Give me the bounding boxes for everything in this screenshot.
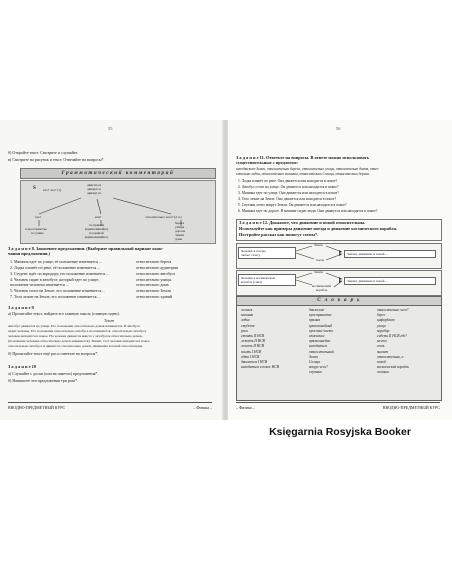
- sentence: 7. Тело лежит на Земле, его положение изменяется ...: [10, 294, 101, 299]
- dict-word: движение: [309, 308, 325, 312]
- scheme2-result: Значит, движение и покой ...: [344, 277, 436, 285]
- dict-word: относительны, а: [377, 354, 404, 359]
- ending: относительно улицы: [136, 277, 172, 282]
- question: 5. Спутник летит вокруг Земли. Он движется или находится в покое?: [238, 203, 347, 207]
- dict-word: простые часто: [309, 328, 334, 333]
- grammar-comment-banner: Грамматический комментарий: [20, 168, 216, 179]
- task10-a: а) Слушайте с доски (или на пакетах) предложения*.: [8, 371, 99, 376]
- dictionary-col-1: [241, 308, 279, 370]
- scheme1-earth: Земля: [314, 243, 323, 247]
- diagram-how-answer: по прямой: [89, 223, 105, 227]
- dict-word: космический корабль: [377, 365, 409, 370]
- dict-word: улица: [377, 323, 386, 328]
- dict-word: сеть: [377, 344, 385, 349]
- dict-word: двигаться I НСВ: [241, 360, 268, 365]
- text-line: сидит человек. Его положение относительно автобуса не изменяется, относительно автобуса: [8, 329, 147, 333]
- task12-text: Используйте как примеры движение поезда и движение космического корабля.: [239, 226, 397, 231]
- task11-hint: сительно лодки, относительно машины, относительно Солнца, относительно дерева.: [236, 172, 370, 176]
- ending: относительно аудитории: [136, 265, 178, 270]
- footer-course: ВВОДНО-ПРЕДМЕТНЫЙ КУРС: [382, 405, 440, 410]
- scheme1-train: поезд: [316, 258, 325, 262]
- sentence: 1. Машина едет по улице, её положение изменяется ...: [10, 259, 102, 264]
- diagram-how-answer: (прямолинейно): [85, 227, 109, 231]
- diagram-how-answer: (криволинейно): [85, 235, 108, 239]
- right-footer: [236, 402, 440, 413]
- sentence: 2. Лодка плывёт по реке, её положение изменяется ...: [10, 265, 101, 270]
- task9-a: а) Прочитайте текст, найдите его главную мысль (главную идею).: [8, 311, 120, 316]
- task-b: б) Откройте текст. Смотрите и слушайте.: [8, 150, 79, 155]
- dict-word: прямая: [309, 318, 320, 323]
- left-page: [0, 120, 224, 420]
- diagram-q1: кто? что? (1): [43, 188, 62, 192]
- dict-word: Земля: [309, 354, 318, 359]
- page-number: 55: [108, 126, 113, 131]
- diagram-rel-answer: Земли: [175, 233, 184, 237]
- question: 3. Машина едет по улице. Она движется или находится в покое?: [238, 191, 339, 195]
- scheme1-person-line: Человек в поезде: [241, 249, 266, 253]
- sentence: 4. Человек сидит в автобусе, который едет по улице;: [10, 277, 100, 282]
- task11-title: существительные с предлогом:: [236, 160, 298, 165]
- diagram-subject: S: [33, 186, 36, 191]
- ending: относительно берега: [136, 259, 172, 264]
- dict-word: место: [377, 339, 387, 344]
- shop-watermark: Księgarnia Rosyjska Booker: [269, 426, 411, 438]
- dict-word: огоньки: [377, 370, 389, 375]
- scheme2-person-line: корабле (спит): [241, 280, 262, 284]
- dict-word: изменение: [309, 334, 325, 339]
- book-spread: [0, 120, 452, 420]
- scheme1-person-line: читает газету: [241, 253, 261, 257]
- grammar-diagram: [20, 180, 216, 244]
- scheme2-person-line: Человек в космическом: [241, 276, 275, 280]
- diagram-rel-answer: дома: [175, 237, 182, 241]
- scheme2-ship: корабль: [316, 288, 328, 292]
- dictionary-col-3: [377, 308, 409, 376]
- right-page: [228, 120, 452, 420]
- ending: относительно дома: [136, 282, 169, 287]
- dict-word: относительно чего?: [377, 308, 409, 312]
- dict-word: река: [241, 328, 248, 333]
- task9-b: б) Прочитайте текст ещё раз и ответьте на вопросы*.: [8, 351, 99, 356]
- text-line: Автобус движется по улице. Его положение относительно домов изменяется. В автобусе: [8, 324, 140, 328]
- footer-subject: – Физика –: [236, 405, 255, 410]
- ending: относительно автобуса: [136, 271, 176, 276]
- text-line: человек находится в покое. Но человек движется вместе с автобусом относительно домов,: [8, 334, 143, 338]
- scheme1-result: Значит, движение и покой ...: [344, 250, 436, 258]
- dict-word: покой: [377, 360, 386, 365]
- dict-word: стоять II НСВ: [241, 334, 265, 339]
- dict-word: плыть I НСВ: [241, 349, 262, 354]
- diagram-rel-answer: дороги: [175, 229, 186, 233]
- question: 4. Тело лежит на Земле. Оно движется или находится в покое?: [238, 197, 337, 201]
- ending: относительно зданий: [136, 294, 173, 299]
- dict-word: лодка: [241, 318, 250, 323]
- footer-course: ВВОДНО-ПРЕДМЕТНЫЙ КУРС: [8, 405, 66, 410]
- dict-word: Солнца: [309, 360, 321, 365]
- dict-word: человек: [241, 308, 253, 312]
- question: 6. Машина едет по дороге. В машине сидит люди. Они движутся или находятся в покое?: [238, 209, 378, 213]
- question: 2. Автобус стоит на улице. Он движется или находится в покое?: [238, 185, 339, 189]
- dict-word: значит: [377, 349, 389, 354]
- task12-text: Постройте рассказ как помогут схемы*.: [239, 232, 319, 237]
- sentence: 5. Человек стоит на Земле, его положение изменяется ...: [10, 288, 106, 293]
- diagram-rel-answer: берега: [175, 221, 185, 225]
- task12-title: З а д а н и е 12. Докажите, что движение и покой относительны.: [239, 220, 366, 225]
- diagram-q-how: как?: [95, 215, 102, 219]
- diagram-q-rel: относительно чего? (2 п.): [145, 215, 182, 219]
- dict-word: пространство: [309, 313, 332, 318]
- dict-word: вокруг чего?: [309, 365, 328, 370]
- left-footer: [8, 402, 212, 413]
- task10-title: З а д а н и е 10: [8, 364, 37, 369]
- dictionary: [236, 305, 442, 401]
- diagram-rel-answer: улицы: [175, 225, 185, 229]
- dict-word: сидеть II НСВ где?: [377, 334, 407, 339]
- task11-hint: неподвижно-Земли, относительно берега, относительно улицы, относительно домов, отно-: [236, 167, 380, 171]
- task8-title: З а д а н и е 8. Закончите предложения. (Выберите правильный вариант окон-: [8, 246, 164, 251]
- dict-word: коридор: [377, 328, 390, 333]
- dict-word: относительный: [309, 349, 334, 354]
- task10-b: б) Напишите эти предложения три раза*.: [8, 378, 79, 383]
- diagram-where-answer: по улице: [31, 231, 44, 235]
- dict-word: машина: [241, 313, 254, 318]
- page-number: 56: [336, 126, 341, 131]
- dict-word: спутник: [309, 370, 322, 375]
- diagram-verb: двигаться: [87, 183, 102, 187]
- task8-title: чания предложения.): [8, 251, 50, 256]
- dict-word: студент: [241, 323, 255, 328]
- dict-word: лететь II НСВ: [241, 344, 264, 349]
- dict-word: идти I НСВ: [241, 354, 260, 359]
- dict-word: лежать II НСВ: [241, 339, 265, 344]
- dict-word: берег: [377, 313, 386, 318]
- footer-subject: – Физика –: [193, 405, 212, 410]
- dict-word: цифирблат: [377, 318, 395, 323]
- diagram-verb: движутся: [87, 191, 101, 195]
- dict-word: находиться в покое НСВ: [241, 365, 279, 370]
- sentence: 3. Студент идёт по коридору, его положение изменяется ...: [10, 271, 110, 276]
- dict-word: находиться: [309, 344, 327, 349]
- dict-word: криволинейный: [309, 323, 333, 328]
- dictionary-title: С л о в а р ь: [236, 296, 442, 306]
- sentence: положение человека изменяется ...: [10, 282, 69, 287]
- text-line: относительно автобуса и движется относительно домов. Движение и покой относительны.: [8, 344, 144, 348]
- task9-title: З а д а н и е 9: [8, 305, 34, 310]
- diagram-where-answer: в пространстве: [25, 227, 47, 231]
- diagram-q-where: где?: [35, 215, 41, 219]
- task-v: в) Смотрите на рисунок и текст. Отвечайте на вопросы*.: [8, 157, 105, 162]
- diagram-verb: движется: [87, 187, 101, 191]
- diagram-how-answer: по кривой: [89, 231, 104, 235]
- question: 1. Лодка плывёт по реке. Она движется или находится в покое?: [238, 179, 338, 183]
- text-title: Текст: [104, 318, 115, 323]
- task11-title: З а д а н и е 11. Ответьте на вопросы. В ответе можно использовать: [236, 155, 370, 160]
- scheme2-earth: Земля: [314, 270, 323, 274]
- dictionary-col-2: [309, 308, 334, 376]
- ending: относительно Земли: [136, 288, 171, 293]
- scheme2-ship: космический: [312, 284, 331, 288]
- dict-word: прямолинейно: [309, 339, 331, 344]
- text-line: (положение человека относительно домов изменяется). Значит, этот человек находится в покое: [8, 339, 150, 343]
